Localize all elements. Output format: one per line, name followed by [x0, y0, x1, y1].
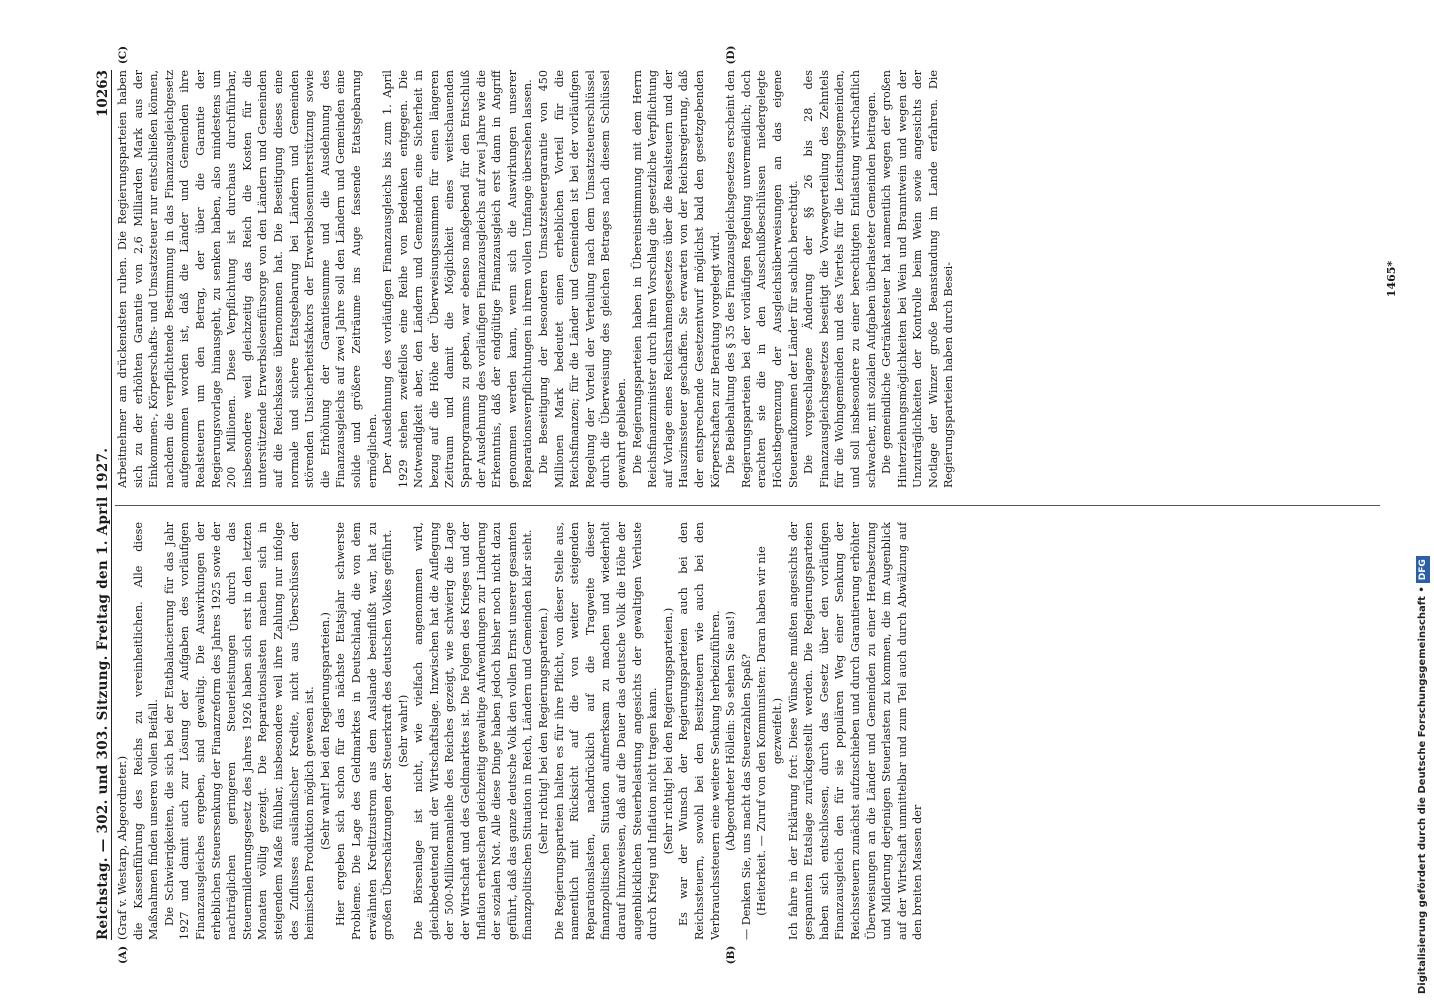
paragraph: Der Ausdehnung des vorläufigen Finanzausgleichs bis zum 1. April 1929 stehen zweifellos eine Reihe von Bedenken entgegen. Die Notwendigkeit aber, den Ländern und Gemeinden eine Sicherheit in bezug auf die Höhe der Überweisungssummen für einen längeren Zeitraum und damit die Möglichkeit eines weitschauenden Sparprogramms zu geben, war ebenso maßgebend für den Entschluß der Ausdehnung des vorläufigen Finanzausgleichs auf zwei Jahre wie die Erkenntnis, daß der endgültige Finanzausgleich erst dann in Angriff genommen werden kann, wenn sich die Auswirkungen unserer Reparationsverpflichtungen in ihrem vollen Umfange übersehen lassen.	[381, 70, 535, 488]
page-number: 10263	[95, 70, 111, 117]
margin-marker-c: (C)	[117, 45, 129, 65]
paragraph: Die Beibehaltung des § 35 des Finanzausgleichsgesetzes erscheint den Regierungsparteien bei der vorläufigen Regelung unvermeidlich; doch erachten sie die in den Ausschußbeschlüssen niedergelegte Höchstbegrenzung der Ausgleichsüberweisungen an das eigene Steueraufkommen der Länder für sachlich berechtigt.	[724, 70, 800, 488]
signature-mark: 1465*	[1385, 260, 1398, 298]
margin-marker-d: (D)	[725, 45, 737, 65]
rotated-page	[85, 45, 1405, 965]
paragraph: (Graf v. Westarp, Abgeordneter.)	[116, 755, 129, 940]
paragraph: (Sehr wahr! bei den Regierungsparteien.)	[318, 612, 332, 850]
paragraph: (Sehr richtig! bei den Regierungsparteien.)	[661, 607, 675, 855]
margin-marker-b: (B)	[725, 945, 737, 965]
left-column	[115, 522, 1380, 940]
dfg-logo: DFG	[1416, 556, 1430, 583]
paragraph: die Kassenführung des Reichs zu vereinheitlichen. Alle diese Maßnahmen finden unseren vollen Beifall.	[131, 522, 161, 940]
digitization-credit	[1406, 4, 1432, 996]
paragraph: Die Schwierigkeiten, die sich bei der Etatbalancierung für das Jahr 1927 und damit auch zur Lösung der Aufgaben des vorläufigen Finanzausgleiches ergeben, sind gewaltig. Die Auswirkungen der erheblichen Steuersenkung der Finanzreform des Jahres 1925 sowie der nachträglichen geringeren Steuerleistungen durch das Steuermilderungsgesetz des Jahres 1926 haben sich erst in den letzten Monaten völlig gezeigt. Die Reparationslasten machen sich in steigendem Maße fühlbar, insbesondere weil ihre Zahlung nur infolge des Zuflusses ausländischer Kredite, nicht aus Überschüssen der heimischen Produktion möglich gewesen ist.	[162, 522, 317, 940]
paragraph: Die gemeindliche Getränkesteuer hat namentlich wegen der großen Hinterziehungsmöglichkeiten bei Wein und Branntwein und wegen der Unzuträglichkeiten der Kontrolle beim Wein sowie angesichts der Notlage der Winzer große Beanstandung im Lande erfahren. Die Regierungsparteien haben durch Besei-	[880, 70, 956, 488]
paragraph: (Sehr wahr!)	[396, 694, 410, 768]
header-title: Reichstag. — 302. und 303. Sitzung. Freitag den 1. April 1927.	[95, 447, 111, 940]
paragraph: Arbeitnehmer am drückendsten ruhen. Die Regierungsparteien haben sich zu der erhöhten Garantie von 2,6 Milliarden Mark aus der Einkommen-, Körperschafts- und Umsatzsteuer nur entschließen können, nachdem die verpflichtende Bestimmung in das Finanzausgleichgesetz aufgenommen worden ist, daß die Länder und Gemeinden ihre Realsteuern um den Betrag, der über die Garantie der Regierungsvorlage hinausgeht, zu senken haben, also mindestens um 200 Millionen. Diese Verpflichtung ist durchaus durchführbar, insbesondere weil gleichzeitig das Reich die Kosten für die unterstützende Erwerbslosenfürsorge von den Ländern und Gemeinden auf die Reichskasse übernommen hat. Die Beseitigung dieses eine normale und sichere Etatsgebarung bei Ländern und Gemeinden störenden Unsicherheitsfaktors der Erwerbslosenunterstützung sowie die Erhöhung der Garantiesumme und die Ausdehnung des Finanzausgleichs auf zwei Jahre soll den Ländern und Gemeinden eine solide und größere Zeiträume ins Auge fassende Etatsgebarung ermöglichen.	[116, 70, 379, 488]
credit-text: Digitalisierung gefördert durch die Deutsche Forschungsgemeinschaft •	[1417, 586, 1428, 994]
paragraph: — Denken Sie, uns macht das Steuerzahlen Spaß?	[739, 654, 753, 940]
paragraph: (Sehr richtig! bei den Regierungsparteien.)	[537, 607, 551, 855]
paragraph: Die Beseitigung der besonderen Umsatzsteuergarantie von 450 Millionen Mark bedeutet einen erheblichen Vorteil für die Reichsfinanzen; für die Länder und Gemeinden ist bei der vorläufigen Regelung der Vorteil der Verteilung nach dem Umsatzsteuerschlüssel durch die Überweisung des gleichen Betrages nach diesem Schlüssel gewahrt geblieben.	[537, 70, 628, 488]
paragraph: Die Regierungsparteien halten es für ihre Pflicht, von dieser Stelle aus, namentlich mit Rücksicht auf die von weiter steigenden Reparationslasten, nachdrücklich auf die Tragweite dieser finanzpolitischen Situation aufmerksam zu machen und wiederholt darauf hinzuweisen, daß auf die Dauer das deutsche Volk die Höhe der augenblicklichen Steuerbelastung angesichts der gewaltigen Verluste durch Krieg und Inflation nicht tragen kann.	[552, 522, 660, 940]
margin-marker-a: (A)	[117, 945, 129, 965]
paragraph: Die vorgeschlagene Änderung der §§ 26 bis 28 des Finanzausgleichsgesetzes beseitigt die Vorwegverteilung des Zehntels für die Wohngemeinden und des Viertels für die Leistungsgemeinden, und soll insbesondere zu einer berechtigten Entlastung wirtschaftlich schwacher, mit sozialen Aufgaben überlasteter Gemeinden beitragen.	[802, 70, 878, 488]
paragraph: (Heiterkeit. — Zuruf von den Kommunisten: Daran haben wir nie gezweifelt.)	[755, 546, 784, 916]
column-divider	[115, 505, 1380, 506]
paragraph: (Abgeordneter Höllein: So sehen Sie aus!)	[724, 611, 738, 851]
paragraph: Es war der Wunsch der Regierungsparteien auch bei den Reichssteuern, sowohl bei den Besitzsteuern wie auch bei den Verbrauchssteuern eine weitere Senkung herbeizuführen.	[677, 522, 722, 940]
right-column	[115, 70, 1380, 488]
paragraph: Die Börsenlage ist nicht, wie vielfach angenommen wird, gleichbedeutend mit der Wirtschaftslage. Inzwischen hat die Auflegung der 500-Millionenanleihe des Reiches gezeigt, wie schwierig die Lage der Wirtschaft und des Geldmarktes ist. Die Folgen des Krieges und der Inflation erheischen gleichzeitig gewaltige Aufwendungen zur Linderung der sozialen Not. Alle diese Dinge haben jedoch bisher noch nicht dazu geführt, daß das ganze deutsche Volk den vollen Ernst unserer gesamten finanzpolitischen Situation in Reich, Ländern und Gemeinden klar sieht.	[412, 522, 535, 940]
page-header	[85, 70, 112, 940]
paragraph: Ich fahre in der Erklärung fort: Diese Wünsche mußten angesichts der gespannten Etatslage zurückgestellt werden. Die Regierungsparteien haben sich entschlossen, durch das Gesetz über den vorläufigen Finanzausgleich den für sie populären Weg einer Senkung der Reichssteuern zunächst aufzuschieben und durch Garantierung erhöhter Überweisungen an die Länder und Gemeinden zu einer Herabsetzung und Milderung derjenigen Steuerlasten zu kommen, die im Augenblick auf der Wirtschaft unmittelbar und zum Teil auch durch Abwälzung auf den breiten Massen der	[786, 522, 925, 940]
paragraph: Hier ergeben sich schon für das nächste Etatsjahr schwerste Probleme. Die Lage des Geldmarktes in Deutschland, die von dem erwähnten Kreditzustrom aus dem Auslande beeinflußt war, hat zu großen Überschätzungen der Steuerkraft des deutschen Volkes geführt.	[334, 522, 395, 940]
paragraph: Die Regierungsparteien haben in Übereinstimmung mit dem Herrn Reichsfinanzminister durch ihren Vorschlag die gesetzliche Verpflichtung auf Vorlage eines Reichsrahmengesetzes über die Realsteuern und der Hauszinssteuer geschaffen. Sie erwarten von der Reichsregierung, daß der entsprechende Gesetzentwurf möglichst bald den gesetzgebenden Körperschaften zur Beratung vorgelegt wird.	[630, 70, 722, 488]
